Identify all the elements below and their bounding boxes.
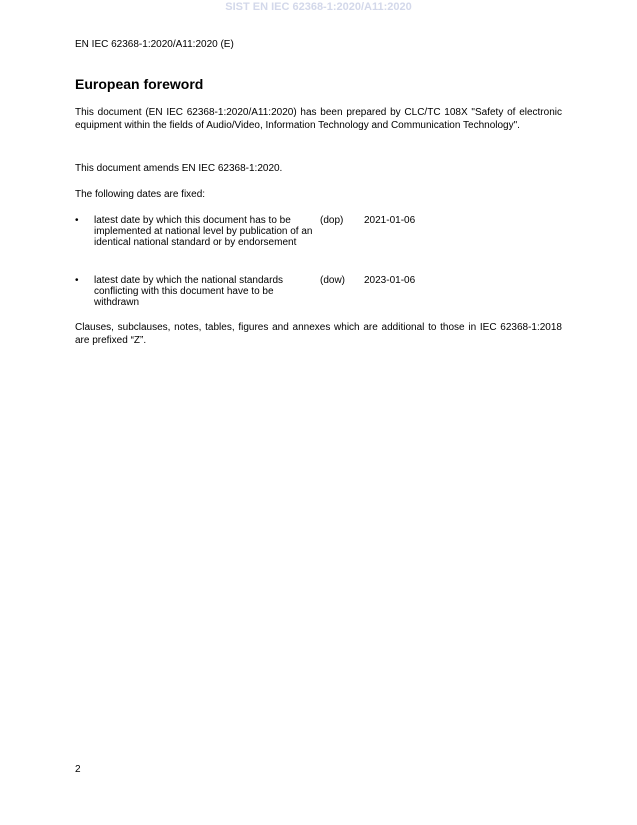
- bullet: •: [75, 215, 79, 226]
- amends-paragraph: This document amends EN IEC 62368-1:2020.: [75, 163, 283, 174]
- date-item-text: latest date by which this document has to be implemented at national level by publication of an identical national standard or by endorsement: [94, 215, 313, 248]
- date-item-date: 2021-01-06: [364, 215, 416, 226]
- bullet: •: [75, 275, 79, 286]
- document-reference: EN IEC 62368-1:2020/A11:2020 (E): [75, 39, 234, 50]
- date-item-text: latest date by which the national standards conflicting with this document have to be withdrawn: [94, 275, 284, 308]
- date-item-date: 2023-01-06: [364, 275, 416, 286]
- clauses-paragraph: Clauses, subclauses, notes, tables, figures and annexes which are additional to those in IEC 62368-1:2018 are prefixed “Z”.: [75, 322, 562, 346]
- date-item-abbr: (dow): [320, 275, 346, 286]
- page-number: 2: [75, 764, 81, 775]
- watermark: SIST EN IEC 62368-1:2020/A11:2020: [225, 1, 412, 13]
- date-item-abbr: (dop): [320, 215, 344, 226]
- intro-paragraph: This document (EN IEC 62368-1:2020/A11:2020) has been prepared by CLC/TC 108X "Safety of electronic equipment within the fields of Audio/Video, Information Technology and Communication Technology".: [75, 107, 562, 131]
- dates-intro-paragraph: The following dates are fixed:: [75, 189, 206, 200]
- section-heading: European foreword: [75, 76, 204, 92]
